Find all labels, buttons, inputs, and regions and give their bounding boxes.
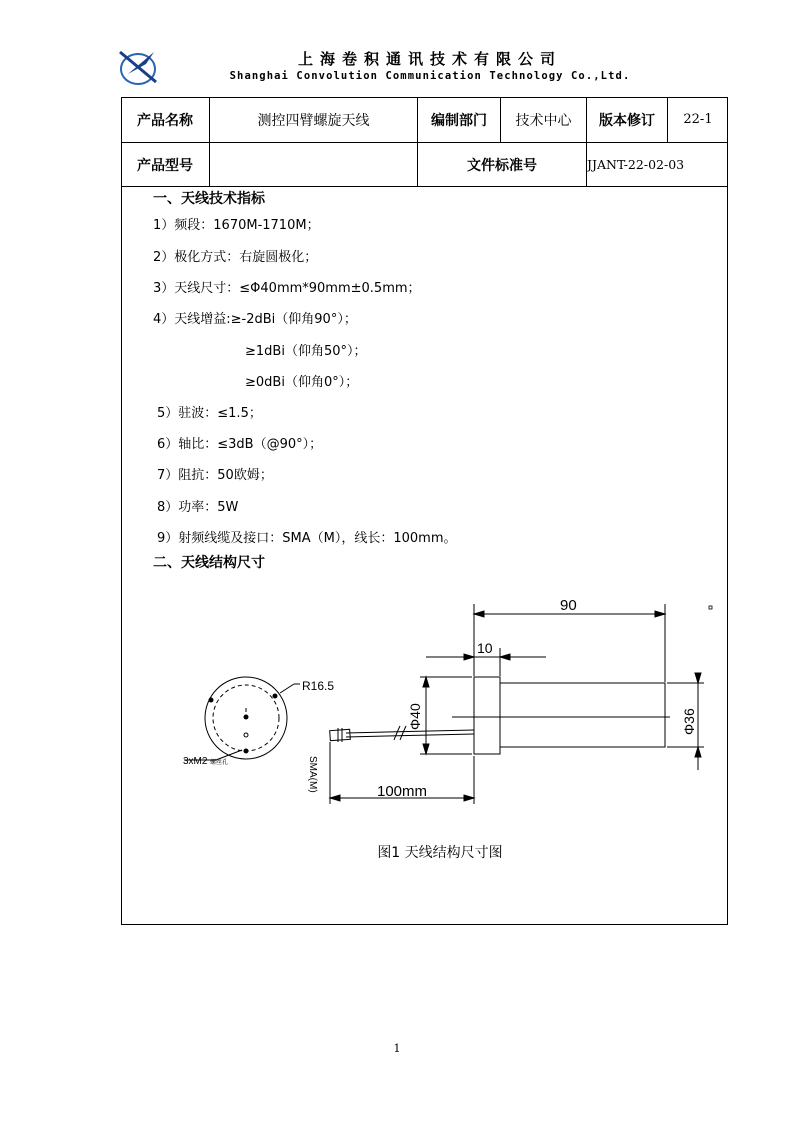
model-value (210, 143, 417, 186)
dim-label: Φ36 (681, 708, 697, 735)
spec-item: 3）天线尺寸：≤Φ40mm*90mm±0.5mm； (153, 281, 421, 296)
spec-item: 7）阻抗：50欧姆； (157, 468, 273, 483)
spec-item: 2）极化方式：右旋圆极化； (153, 250, 318, 265)
company-name-en: Shanghai Convolution Communication Technology Co.,Ltd. (229, 70, 631, 82)
spec-item: 1）频段：1670M-1710M； (153, 218, 320, 233)
spec-item: ≥1dBi（仰角50°）； (245, 344, 367, 359)
doc-no-value: JJANT-22-02-03 (587, 157, 685, 172)
page-number: 1 (393, 1042, 401, 1055)
dim-label: 90 (560, 597, 577, 614)
model-label: 产品型号 (137, 157, 193, 174)
spec-item: 8）功率：5W (157, 500, 239, 515)
doc-no-label: 文件标准号 (467, 157, 537, 174)
product-name-value: 测控四臂螺旋天线 (257, 112, 370, 129)
company-logo-icon (116, 44, 160, 90)
antenna-structure-drawing (170, 590, 730, 820)
dim-label: R16.5 (302, 679, 335, 693)
version-label: 版本修订 (599, 112, 655, 129)
section1-title: 一、天线技术指标 (153, 191, 265, 207)
table-divider (121, 186, 728, 187)
spec-item: ≥0dBi（仰角0°）； (245, 375, 359, 390)
product-name-label: 产品名称 (137, 112, 193, 129)
dim-label: 螺丝孔 (210, 760, 229, 766)
spec-item: 4）天线增益:≥-2dBi（仰角90°）； (153, 312, 357, 327)
dim-label: Φ40 (407, 703, 423, 730)
figure-caption: 图1 天线结构尺寸图 (377, 845, 503, 861)
version-value: 22-1 (683, 112, 713, 127)
spec-item: 5）驻波：≤1.5； (157, 406, 262, 421)
dept-value: 技术中心 (515, 112, 572, 129)
company-name-cn: 上海卷积通讯技术有限公司 (297, 50, 562, 68)
spec-item: 6）轴比：≤3dB（@90°）； (157, 437, 323, 452)
dim-label: 100mm (377, 783, 428, 800)
section2-title: 二、天线结构尺寸 (153, 555, 265, 571)
antenna-side-view (474, 677, 500, 754)
connector-label: SMA(M) (307, 756, 318, 793)
dim-label: 10 (477, 640, 493, 656)
spec-item: 9）射频线缆及接口：SMA（M），线长：100mm。 (157, 531, 457, 546)
dept-label: 编制部门 (431, 112, 487, 129)
dim-label: 3xM2 (183, 756, 208, 767)
